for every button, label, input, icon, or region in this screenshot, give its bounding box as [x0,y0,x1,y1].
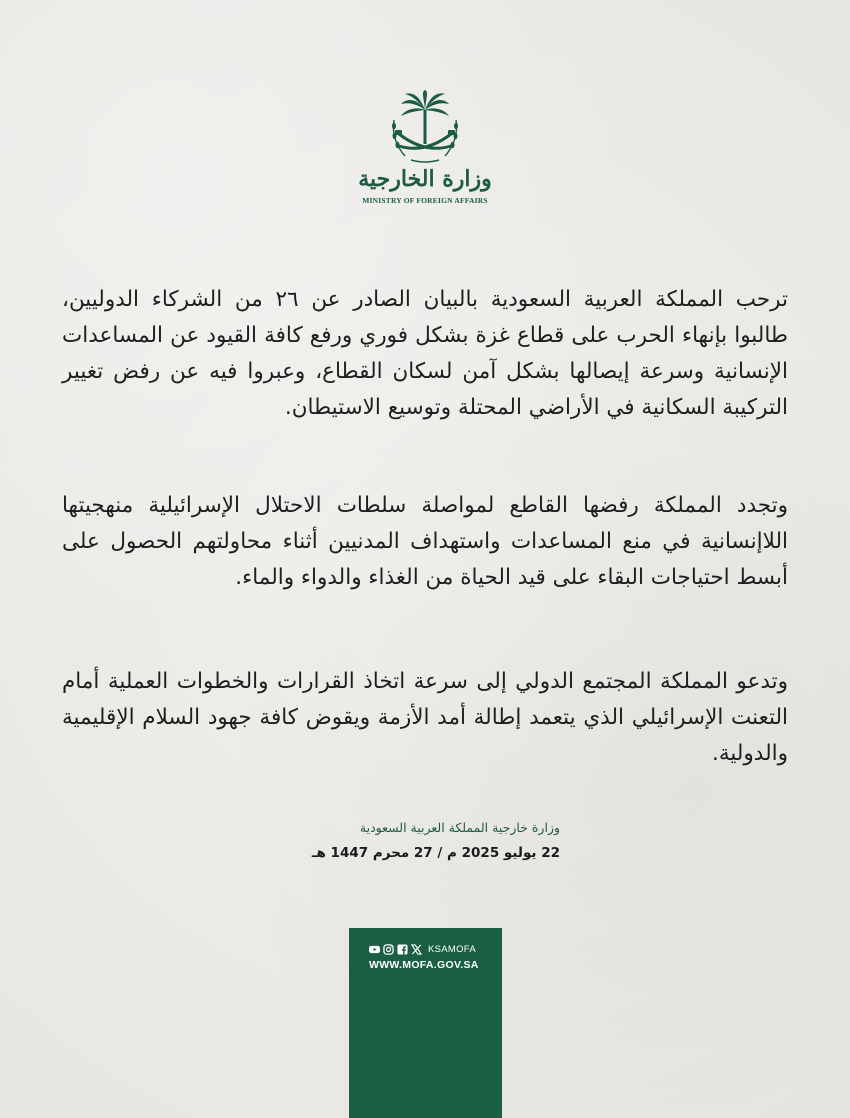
website-link[interactable]: WWW.MOFA.GOV.SA [369,959,479,971]
footer-panel [349,928,502,1118]
statement-paragraph-1: ترحب المملكة العربية السعودية بالبيان الصادر عن ٢٦ من الشركاء الدوليين، طالبوا بإنهاء الحرب على قطاع غزة بشكل فوري ورفع كافة القيود عن المساعدات الإنسانية وسرعة إيصالها بشكل آمن لسكان القطاع، وعبروا فيه عن رفض تغيير التركيبة السكانية في الأراضي المحتلة وتوسيع الاستيطان. [62,287,789,420]
ministry-name-arabic: وزارة الخارجية [358,166,492,192]
ministry-name-english: MINISTRY OF FOREIGN AFFAIRS [362,196,488,205]
statement-paragraph-3: وتدعو المملكة المجتمع الدولي إلى سرعة اتخاذ القرارات والخطوات العملية أمام التعنت الإسرائيلي الذي يتعمد إطالة أمد الأزمة ويقوض كافة جهود السلام الإقليمية والدولية. [62,669,788,766]
facebook-icon[interactable] [397,944,408,955]
x-icon[interactable] [411,944,422,955]
instagram-icon[interactable] [383,944,394,955]
ministry-header [325,90,525,215]
signature-organization: وزارة خارجية المملكة العربية السعودية [359,820,560,835]
social-handle[interactable]: KSAMOFA [428,943,477,955]
social-links [369,942,476,956]
youtube-icon[interactable] [369,944,380,955]
statement-paragraph-2: وتجدد المملكة رفضها القاطع لمواصلة سلطات الاحتلال الإسرائيلية منهجيتها اللاإنسانية في منع المساعدات واستهداف المدنيين أثناء محاولتهم الحصول على أبسط احتياجات البقاء على قيد الحياة من الغذاء والدواء والماء. [62,493,788,590]
signature-date: 22 يوليو 2025 م / 27 محرم 1447 هـ [311,845,560,861]
saudi-emblem-icon [391,90,459,164]
